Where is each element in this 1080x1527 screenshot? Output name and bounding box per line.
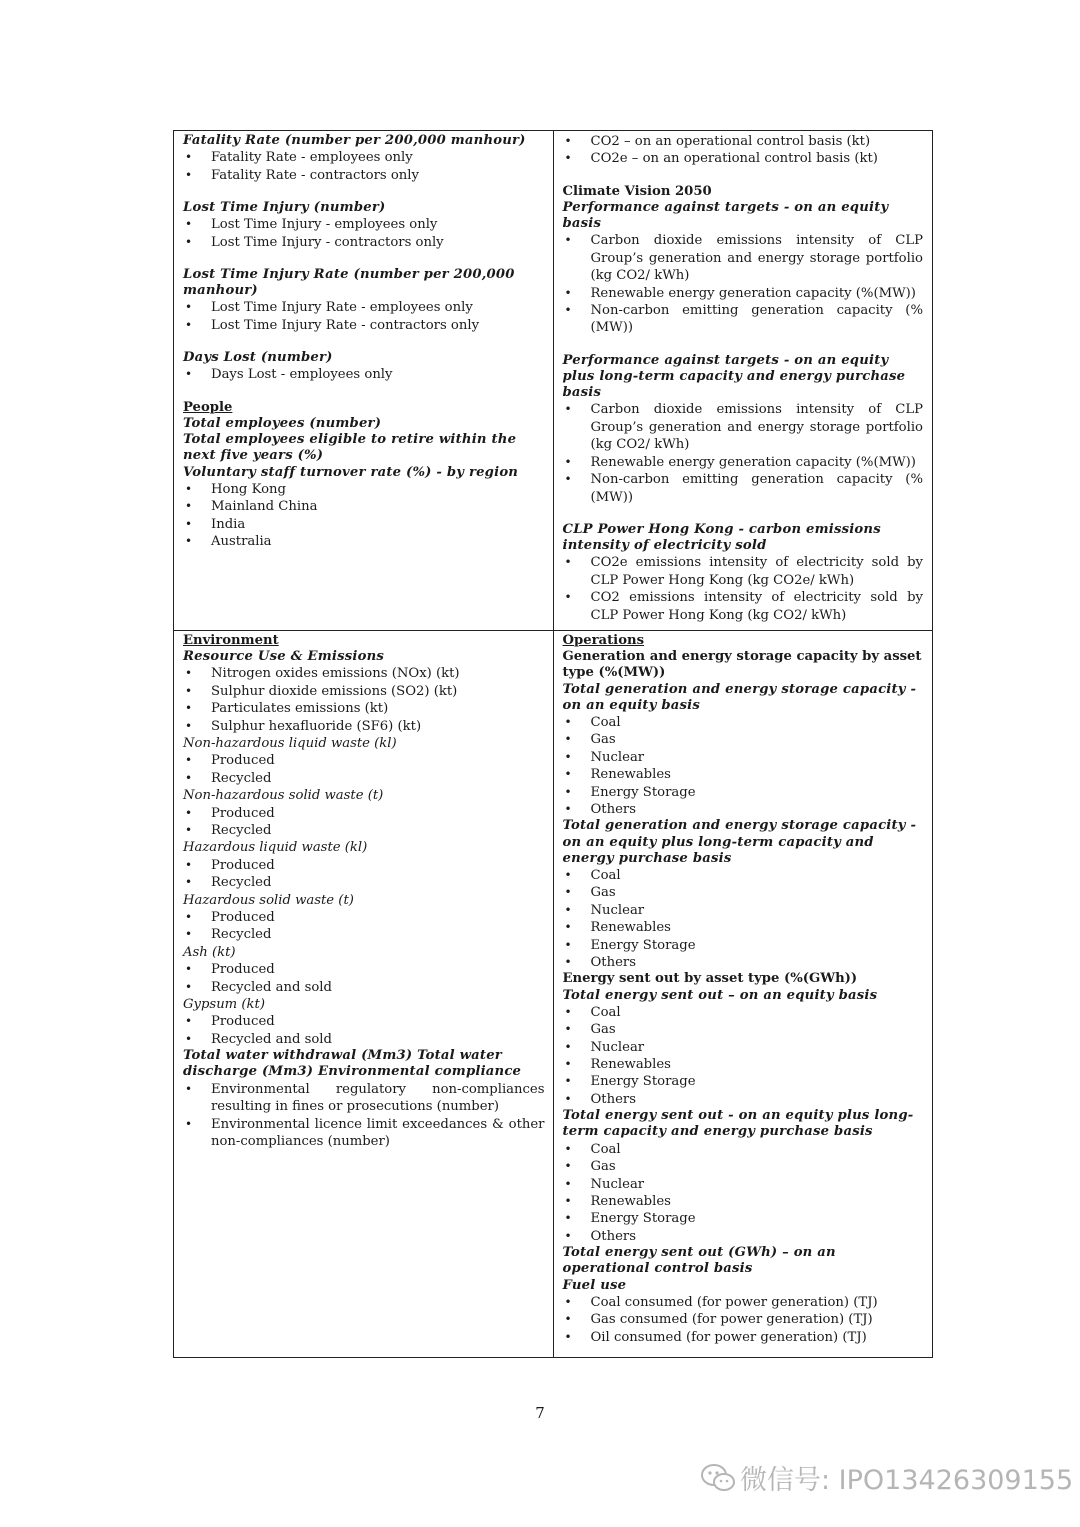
- list-item: • Gas consumed (for power generation) (TJ): [563, 1311, 924, 1328]
- fuel-list: [563, 1294, 924, 1346]
- list-item: • Nuclear: [563, 902, 924, 919]
- h-liquid-list: [183, 857, 545, 892]
- operations-title: Operations: [562, 632, 645, 648]
- list-item: • Recycled and sold: [183, 979, 545, 996]
- list-item: • India: [183, 516, 545, 533]
- h-liquid-heading: Hazardous liquid waste (kl): [183, 840, 368, 856]
- list-item: • Produced: [183, 961, 545, 978]
- sent-equity-plus-heading: Total energy sent out - on an equity plus long-term capacity and energy purchase basis: [562, 1108, 914, 1140]
- fuel-use-heading: Fuel use: [562, 1277, 627, 1293]
- list-item: • Oil consumed (for power generation) (TJ): [563, 1329, 924, 1346]
- list-item: • Energy Storage: [563, 937, 924, 954]
- water-heading: Total water withdrawal (Mm3) Total water discharge (Mm3) Environmental compliance: [183, 1048, 522, 1080]
- compliance-list: [183, 1081, 545, 1151]
- watermark: [700, 1458, 1073, 1497]
- capacity-heading: Generation and energy storage capacity by asset type (%(MW)): [562, 649, 922, 681]
- h-solid-list: [183, 909, 545, 944]
- list-item: • Produced: [183, 857, 545, 874]
- sent-operational-heading: Total energy sent out (GWh) – on an operational control basis: [562, 1245, 836, 1277]
- sent-out-heading: Energy sent out by asset type (%(GWh)): [562, 971, 858, 987]
- list-item: • Others: [563, 1228, 924, 1245]
- people-section-title: People: [183, 399, 233, 415]
- list-item: • Lost Time Injury Rate - employees only: [183, 299, 545, 316]
- list-item: • Produced: [183, 909, 545, 926]
- list-item: • Non-carbon emitting generation capacity (%(MW)): [563, 302, 924, 337]
- nh-solid-list: [183, 805, 545, 840]
- list-item: • Environmental regulatory non-compliances resulting in fines or prosecutions (number): [183, 1081, 545, 1116]
- list-item: • CO2 emissions intensity of electricity sold by CLP Power Hong Kong (kg CO2/ kWh): [563, 589, 924, 624]
- list-item: • Sulphur dioxide emissions (SO2) (kt): [183, 683, 545, 700]
- list-item: • Renewables: [563, 919, 924, 936]
- list-item: • Lost Time Injury - contractors only: [183, 234, 545, 251]
- list-item: • Gas: [563, 731, 924, 748]
- list-item: • Lost Time Injury Rate - contractors only: [183, 317, 545, 334]
- nh-liquid-list: [183, 752, 545, 787]
- environment-cell: [174, 630, 554, 1357]
- capacity-equity-plus-heading: Total generation and energy storage capacity - on an equity plus long-term capacity and energy purchase basis: [562, 818, 917, 866]
- co2-list: [563, 133, 924, 168]
- days-lost-list: [183, 366, 545, 383]
- list-item: • Days Lost - employees only: [183, 366, 545, 383]
- list-item: • Recycled and sold: [183, 1031, 545, 1048]
- list-item: • Environmental licence limit exceedances & other non-compliances (number): [183, 1116, 545, 1151]
- list-item: • Nuclear: [563, 1039, 924, 1056]
- list-item: • Fatality Rate - employees only: [183, 149, 545, 166]
- list-item: • Gas: [563, 884, 924, 901]
- region-list: [183, 481, 545, 551]
- list-item: • Particulates emissions (kt): [183, 700, 545, 717]
- climate-vision-title: Climate Vision 2050: [562, 183, 712, 199]
- list-item: • Produced: [183, 1013, 545, 1030]
- equity-basis-list: [563, 232, 924, 336]
- safety-people-cell: [174, 131, 554, 631]
- days-lost-heading: Days Lost (number): [183, 350, 333, 366]
- fatality-rate-heading: Fatality Rate (number per 200,000 manhour): [183, 133, 526, 148]
- gypsum-heading: Gypsum (kt): [183, 997, 265, 1013]
- equity-basis-heading: Performance against targets - on an equity basis: [562, 200, 889, 232]
- list-item: • Australia: [183, 533, 545, 550]
- equity-plus-heading: Performance against targets - on an equity plus long-term capacity and energy purchase basis: [562, 352, 906, 401]
- table-row: [174, 131, 933, 631]
- h-solid-heading: Hazardous solid waste (t): [183, 892, 354, 908]
- list-item: • Others: [563, 801, 924, 818]
- page-number: 7: [535, 1404, 545, 1422]
- environment-title: Environment: [183, 632, 279, 648]
- list-item: • Energy Storage: [563, 784, 924, 801]
- list-item: • Renewables: [563, 1056, 924, 1073]
- emissions-list: [183, 665, 545, 735]
- clp-intensity-heading: CLP Power Hong Kong - carbon emissions intensity of electricity sold: [562, 521, 881, 554]
- list-item: • CO2e emissions intensity of electricity sold by CLP Power Hong Kong (kg CO2e/ kWh): [563, 554, 924, 589]
- capacity-equity-heading: Total generation and energy storage capacity - on an equity basis: [562, 681, 917, 713]
- wechat-icon: [700, 1462, 736, 1494]
- list-item: • Hong Kong: [183, 481, 545, 498]
- list-item: • Lost Time Injury - employees only: [183, 216, 545, 233]
- list-item: • CO2 – on an operational control basis (kt): [563, 133, 924, 150]
- list-item: • Nuclear: [563, 1176, 924, 1193]
- list-item: • Gas: [563, 1021, 924, 1038]
- equity-plus-list: [563, 401, 924, 505]
- climate-cell: [553, 131, 933, 631]
- list-item: • Carbon dioxide emissions intensity of CLP Group’s generation and energy storage portfolio (kg CO2/ kWh): [563, 401, 924, 453]
- retire-eligible-heading: Total employees eligible to retire within the next five years (%): [183, 432, 517, 464]
- list-item: • Sulphur hexafluoride (SF6) (kt): [183, 718, 545, 735]
- list-item: • Non-carbon emitting generation capacity (%(MW)): [563, 471, 924, 506]
- sent-equity-heading: Total energy sent out – on an equity basis: [562, 987, 878, 1003]
- list-item: • Coal: [563, 1004, 924, 1021]
- clp-intensity-list: [563, 554, 924, 624]
- watermark-text: 微信号: IPO13426309155: [740, 1465, 1074, 1496]
- list-item: • Carbon dioxide emissions intensity of CLP Group’s generation and energy storage portfolio (kg CO2/ kWh): [563, 232, 924, 284]
- operations-cell: [553, 630, 933, 1357]
- list-item: • Others: [563, 1091, 924, 1108]
- lost-time-injury-heading: Lost Time Injury (number): [183, 200, 386, 216]
- list-item: • Recycled: [183, 874, 545, 891]
- lost-time-injury-list: [183, 216, 545, 251]
- asset-list: [563, 867, 924, 971]
- list-item: • Nuclear: [563, 749, 924, 766]
- list-item: • CO2e – on an operational control basis (kt): [563, 150, 924, 167]
- list-item: • Coal: [563, 714, 924, 731]
- nh-liquid-heading: Non-hazardous liquid waste (kl): [183, 735, 397, 751]
- list-item: • Recycled: [183, 822, 545, 839]
- list-item: • Produced: [183, 805, 545, 822]
- list-item: • Renewables: [563, 766, 924, 783]
- turnover-rate-heading: Voluntary staff turnover rate (%) - by region: [183, 464, 519, 480]
- asset-list: [563, 1141, 924, 1245]
- asset-list: [563, 1004, 924, 1108]
- fatality-rate-list: [183, 149, 545, 184]
- list-item: • Mainland China: [183, 498, 545, 515]
- list-item: • Recycled: [183, 926, 545, 943]
- indicator-table: [173, 130, 933, 1358]
- list-item: • Produced: [183, 752, 545, 769]
- list-item: • Energy Storage: [563, 1210, 924, 1227]
- gypsum-list: [183, 1013, 545, 1048]
- asset-list: [563, 714, 924, 818]
- resource-use-heading: Resource Use & Emissions: [183, 649, 385, 665]
- list-item: • Fatality Rate - contractors only: [183, 167, 545, 184]
- lost-time-injury-rate-list: [183, 299, 545, 334]
- total-employees-heading: Total employees (number): [183, 416, 382, 432]
- list-item: • Renewable energy generation capacity (%(MW)): [563, 454, 924, 471]
- list-item: • Coal consumed (for power generation) (TJ): [563, 1294, 924, 1311]
- list-item: • Gas: [563, 1158, 924, 1175]
- list-item: • Others: [563, 954, 924, 971]
- list-item: • Coal: [563, 1141, 924, 1158]
- lost-time-injury-rate-heading: Lost Time Injury Rate (number per 200,000 manhour): [183, 267, 515, 299]
- ash-list: [183, 961, 545, 996]
- list-item: • Renewable energy generation capacity (%(MW)): [563, 285, 924, 302]
- nh-solid-heading: Non-hazardous solid waste (t): [183, 788, 384, 804]
- list-item: • Coal: [563, 867, 924, 884]
- ash-heading: Ash (kt): [183, 944, 236, 960]
- list-item: • Nitrogen oxides emissions (NOx) (kt): [183, 665, 545, 682]
- list-item: • Recycled: [183, 770, 545, 787]
- table-row: [174, 630, 933, 1357]
- list-item: • Energy Storage: [563, 1073, 924, 1090]
- list-item: • Renewables: [563, 1193, 924, 1210]
